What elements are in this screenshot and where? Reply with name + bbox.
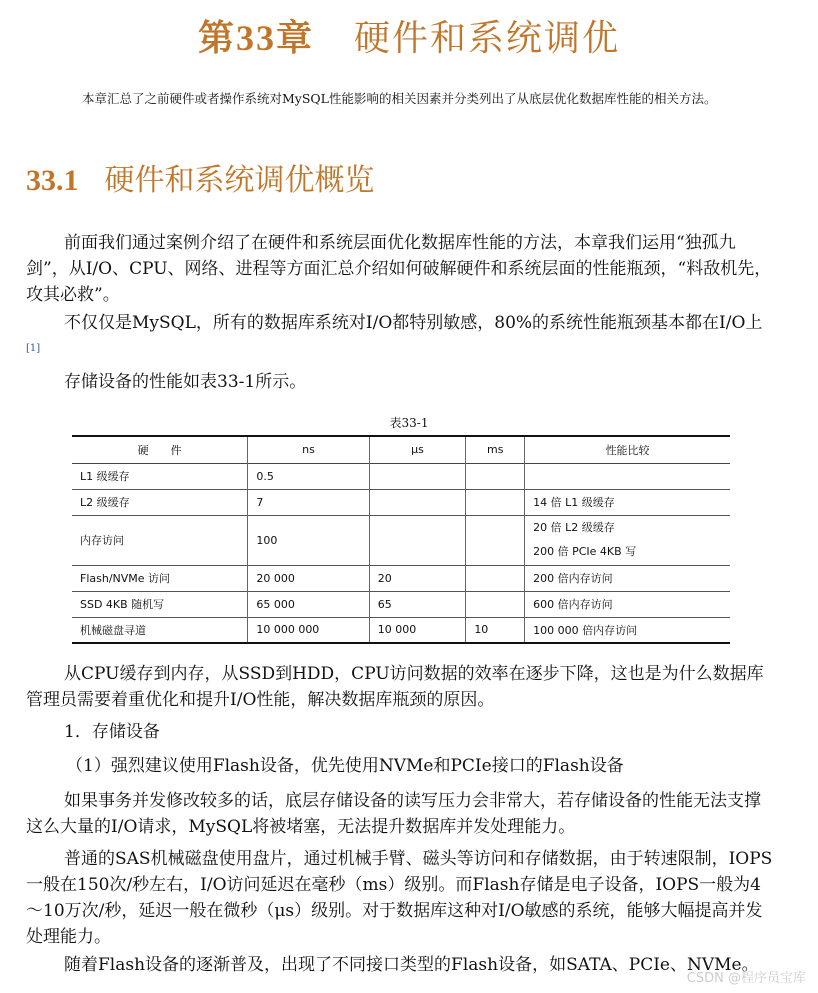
cell-hardware: SSD 4KB 随机写 [72,591,248,617]
cell-ms: 10 [466,617,525,643]
paragraph-2-text: 不仅仅是MySQL，所有的数据库系统对I/O都特别敏感，80%的系统性能瓶颈基本都在I/O上 [64,313,763,333]
paragraph-2 [26,310,776,366]
cell-ns: 100 [248,515,369,565]
cell-ns: 20 000 [248,565,369,591]
cell-ms [466,463,525,489]
cell-ms [466,489,525,515]
comparison-line-1: 20 倍 L2 级缓存 [533,521,615,534]
cell-comparison [525,463,730,489]
chapter-number: 第33章 [197,18,314,58]
cell-hardware: Flash/NVMe 访问 [72,565,248,591]
header-ms: ms [466,436,525,463]
table-row [72,489,730,515]
section-number: 33.1 [26,164,79,197]
paragraph-1: 前面我们通过案例介绍了在硬件和系统层面优化数据库性能的方法，本章我们运用“独孤九剑”，从I/O、CPU、网络、进程等方面汇总介绍如何破解硬件和系统层面的性能瓶颈，“料敌机先，攻其必救”。 [26,233,772,305]
subheading-flash-recommendation: （1）强烈建议使用Flash设备，优先使用NVMe和PCIe接口的Flash设备 [66,756,624,776]
cell-comparison: 100 000 倍内存访问 [525,617,730,643]
cell-comparison: 14 倍 L1 级缓存 [525,489,730,515]
header-us: μs [369,436,466,463]
cell-ms [466,591,525,617]
table-row [72,565,730,591]
cell-us: 20 [369,565,466,591]
header-comparison: 性能比较 [525,436,730,463]
paragraph-5: 如果事务并发修改较多的话，底层存储设备的读写压力会非常大，若存储设备的性能无法支撑这么大量的I/O请求，MySQL将被堵塞，无法提升数据库并发处理能力。 [26,791,761,837]
cell-hardware: 内存访问 [72,515,248,565]
section-name: 硬件和系统调优概览 [104,163,375,198]
table-row [72,591,730,617]
cell-ms [466,565,525,591]
cell-us [369,463,466,489]
cell-ms [466,515,525,565]
table-row [72,617,730,643]
chapter-name: 硬件和系统调优 [354,18,621,58]
cell-ns: 65 000 [248,591,369,617]
section-heading [26,155,375,199]
footnote-ref-link[interactable]: [1] [26,343,41,354]
table-header-row [72,436,730,463]
storage-performance-table [72,435,730,644]
cell-us: 65 [369,591,466,617]
table-caption: 表33-1 [389,416,429,430]
cell-us: 10 000 [369,617,466,643]
cell-comparison: 200 倍内存访问 [525,565,730,591]
comparison-line-2: 200 倍 PCIe 4KB 写 [533,545,637,558]
table-row [72,515,730,565]
cell-comparison [525,515,730,565]
cell-hardware: L1 级缓存 [72,463,248,489]
cell-comparison: 600 倍内存访问 [525,591,730,617]
csdn-watermark: CSDN @程序员宝库 [686,971,806,986]
paragraph-6: 普通的SAS机械磁盘使用盘片，通过机械手臂、磁头等访问和存储数据，由于转速限制，IOPS一般在150次/秒左右，I/O访问延迟在毫秒（ms）级别。而Flash存储是电子设备，IOPS一般为4～10万次/秒，延迟一般在微秒（μs）级别。对于数据库这种对I/O敏感的系统，能够大幅提高并发处理能力。 [26,849,773,947]
cell-ns: 7 [248,489,369,515]
header-ns: ns [248,436,369,463]
paragraph-7: 随着Flash设备的逐渐普及，出现了不同接口类型的Flash设备，如SATA、PCIe、NVMe。 [64,955,759,975]
cell-hardware: L2 级缓存 [72,489,248,515]
chapter-intro: 本章汇总了之前硬件或者操作系统对MySQL性能影响的相关因素并分类列出了从底层优化数据库性能的相关方法。 [82,91,717,106]
cell-ns: 0.5 [248,463,369,489]
cell-ns: 10 000 000 [248,617,369,643]
cell-us [369,515,466,565]
subheading-storage-devices: 1．存储设备 [64,722,160,742]
cell-hardware: 机械磁盘寻道 [72,617,248,643]
paragraph-3: 存储设备的性能如表33-1所示。 [64,372,307,392]
cell-us [369,489,466,515]
table-row [72,463,730,489]
header-hardware: 硬 件 [72,436,248,463]
paragraph-4: 从CPU缓存到内存，从SSD到HDD，CPU访问数据的效率在逐步下降，这也是为什么数据库管理员需要着重优化和提升I/O性能，解决数据库瓶颈的原因。 [26,664,764,710]
chapter-title [0,10,818,61]
